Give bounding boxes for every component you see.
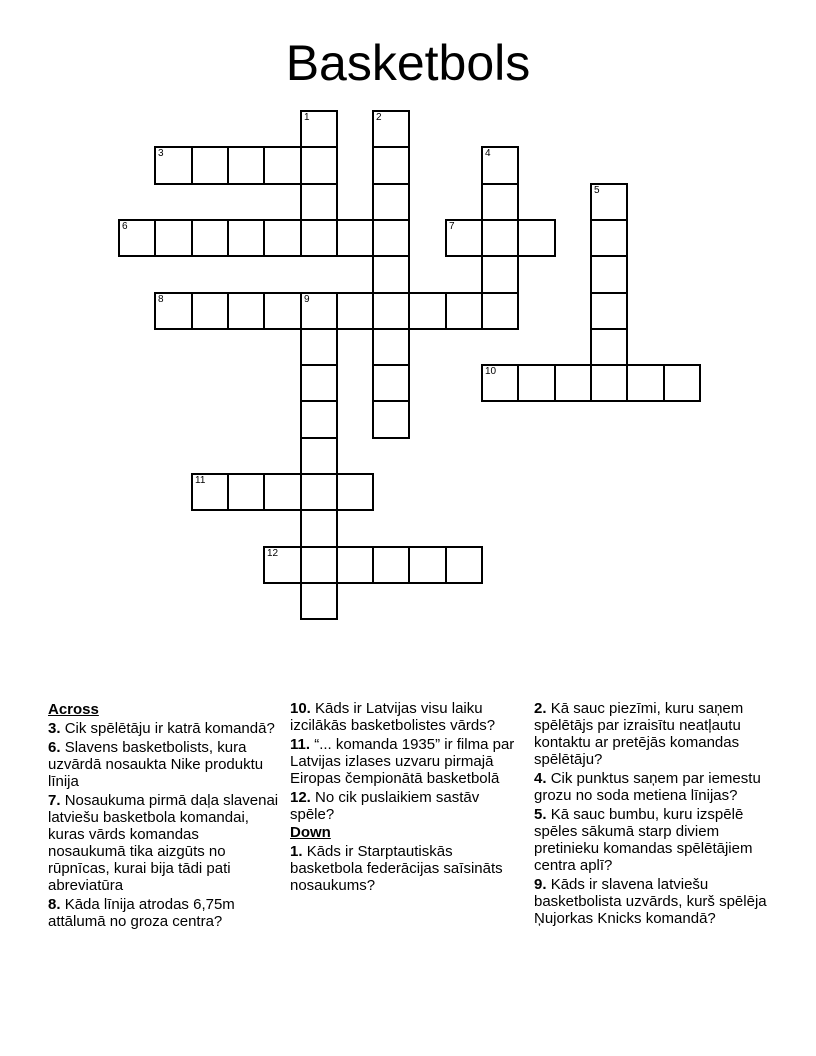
grid-cell[interactable]	[263, 546, 302, 584]
grid-cell[interactable]	[408, 292, 447, 330]
grid-cell[interactable]	[191, 146, 229, 185]
clue-across-11: 11. “... komanda 1935” ir filma par Latvijas izlases uzvaru pirmajā Eiropas čempionātā basketbolā	[290, 736, 515, 787]
clue-down-1: 1. Kāds ir Starptautiskās basketbola federācijas saīsināts nosaukums?	[290, 843, 503, 894]
grid-cell[interactable]	[372, 400, 410, 439]
cell-number: 4	[485, 148, 491, 159]
grid-cell[interactable]	[481, 219, 519, 257]
grid-cell[interactable]	[663, 364, 701, 402]
grid-cell[interactable]	[227, 292, 265, 330]
grid-cell[interactable]	[300, 364, 338, 402]
grid-cell[interactable]	[408, 546, 447, 584]
grid-cell[interactable]	[227, 473, 265, 511]
clue-across-12: 12. No cik puslaikiem sastāv spēle?	[290, 789, 480, 823]
grid-cell[interactable]	[227, 146, 265, 185]
cell-number: 8	[158, 294, 164, 305]
clue-across-3: 3. Cik spēlētāju ir katrā komandā?	[48, 720, 275, 737]
grid-cell[interactable]	[590, 364, 628, 402]
cell-number: 6	[122, 221, 128, 232]
grid-cell[interactable]	[445, 292, 483, 330]
grid-cell[interactable]	[300, 328, 338, 366]
clues-column-3	[534, 700, 770, 927]
grid-cell[interactable]	[154, 292, 193, 330]
grid-cell[interactable]	[300, 183, 338, 221]
grid-cell[interactable]	[517, 219, 556, 257]
grid-cell[interactable]	[300, 509, 338, 548]
grid-cell[interactable]	[263, 473, 302, 511]
grid-cell[interactable]	[372, 183, 410, 221]
grid-cell[interactable]	[118, 219, 156, 257]
cell-number: 1	[304, 112, 310, 123]
grid-cell[interactable]	[372, 328, 410, 366]
grid-cell[interactable]	[372, 146, 410, 185]
clues-column-1	[48, 700, 280, 930]
grid-cell[interactable]	[372, 255, 410, 294]
grid-cell[interactable]	[481, 183, 519, 221]
grid-cell[interactable]	[300, 582, 338, 620]
grid-cell[interactable]	[626, 364, 665, 402]
grid-cell[interactable]	[300, 437, 338, 475]
grid-cell[interactable]	[372, 219, 410, 257]
grid-cell[interactable]	[227, 219, 265, 257]
cell-number: 9	[304, 294, 310, 305]
grid-cell[interactable]	[263, 292, 302, 330]
grid-cell[interactable]	[300, 473, 338, 511]
grid-cell[interactable]	[300, 546, 338, 584]
cell-number: 7	[449, 221, 455, 232]
clue-across-7: 7. Nosaukuma pirmā daļa slavenai latviešu basketbola komandai, kuras vārds komandas nosaukumā tika aizgūts no rūpnīcas, kurai bija tādi pati abreviatūra	[48, 792, 279, 894]
grid-cell[interactable]	[336, 473, 374, 511]
clue-down-2: 2. Kā sauc piezīmi, kuru saņem spēlētājs par izraisītu neatļautu kontaktu ar pretējās komandas spēlētāju?	[534, 700, 744, 768]
clue-across-8: 8. Kāda līnija atrodas 6,75m attālumā no groza centra?	[48, 896, 235, 930]
cell-number: 3	[158, 148, 164, 159]
grid-cell[interactable]	[372, 292, 410, 330]
grid-cell[interactable]	[191, 292, 229, 330]
grid-cell[interactable]	[336, 219, 374, 257]
grid-cell[interactable]	[445, 219, 483, 257]
grid-cell[interactable]	[554, 364, 592, 402]
grid-cell[interactable]	[300, 292, 338, 330]
grid-cell[interactable]	[336, 546, 374, 584]
grid-cell[interactable]	[481, 292, 519, 330]
clue-down-5: 5. Kā sauc bumbu, kuru izspēlē spēles sākumā starp diviem pretinieku komandas spēlētājiem centra aplī?	[534, 806, 753, 874]
clue-down-9: 9. Kāds ir slavena latviešu basketbolista uzvārds, kurš spēlēja Ņujorkas Knicks komandā?	[534, 876, 767, 927]
cell-number: 2	[376, 112, 382, 123]
page-title: Basketbols	[285, 35, 531, 91]
grid-cell[interactable]	[590, 292, 628, 330]
clue-down-4: 4. Cik punktus saņem par iemestu grozu no soda metiena līnijas?	[534, 770, 761, 804]
grid-cell[interactable]	[590, 255, 628, 294]
grid-cell[interactable]	[191, 473, 229, 511]
grid-cell[interactable]	[300, 110, 338, 148]
grid-cell[interactable]	[300, 146, 338, 185]
grid-cell[interactable]	[481, 146, 519, 185]
cell-number: 12	[267, 548, 279, 559]
grid-cell[interactable]	[590, 183, 628, 221]
clues-column-2	[290, 700, 526, 894]
clue-across-10: 10. Kāds ir Latvijas visu laiku izcilākās basketbolistes vārds?	[290, 700, 496, 734]
grid-cell[interactable]	[154, 146, 193, 185]
down-heading: Down	[290, 824, 331, 841]
cell-number: 11	[195, 475, 206, 486]
grid-cell[interactable]	[481, 255, 519, 294]
grid-cell[interactable]	[445, 546, 483, 584]
grid-cell[interactable]	[517, 364, 556, 402]
across-heading: Across	[48, 701, 99, 718]
clue-across-6: 6. Slavens basketbolists, kura uzvārdā nosaukta Nike produktu līnija	[48, 739, 264, 790]
grid-cell[interactable]	[372, 546, 410, 584]
grid-cell[interactable]	[300, 400, 338, 439]
grid-cell[interactable]	[481, 364, 519, 402]
cell-number: 10	[485, 366, 497, 377]
grid-cell[interactable]	[263, 219, 302, 257]
grid-cell[interactable]	[590, 328, 628, 366]
grid-cell[interactable]	[372, 110, 410, 148]
grid-cell[interactable]	[372, 364, 410, 402]
cell-number: 5	[594, 185, 600, 196]
grid-cell[interactable]	[336, 292, 374, 330]
grid-cell[interactable]	[191, 219, 229, 257]
grid-cell[interactable]	[590, 219, 628, 257]
grid-cell[interactable]	[154, 219, 193, 257]
grid-cell[interactable]	[263, 146, 302, 185]
grid-cell[interactable]	[300, 219, 338, 257]
